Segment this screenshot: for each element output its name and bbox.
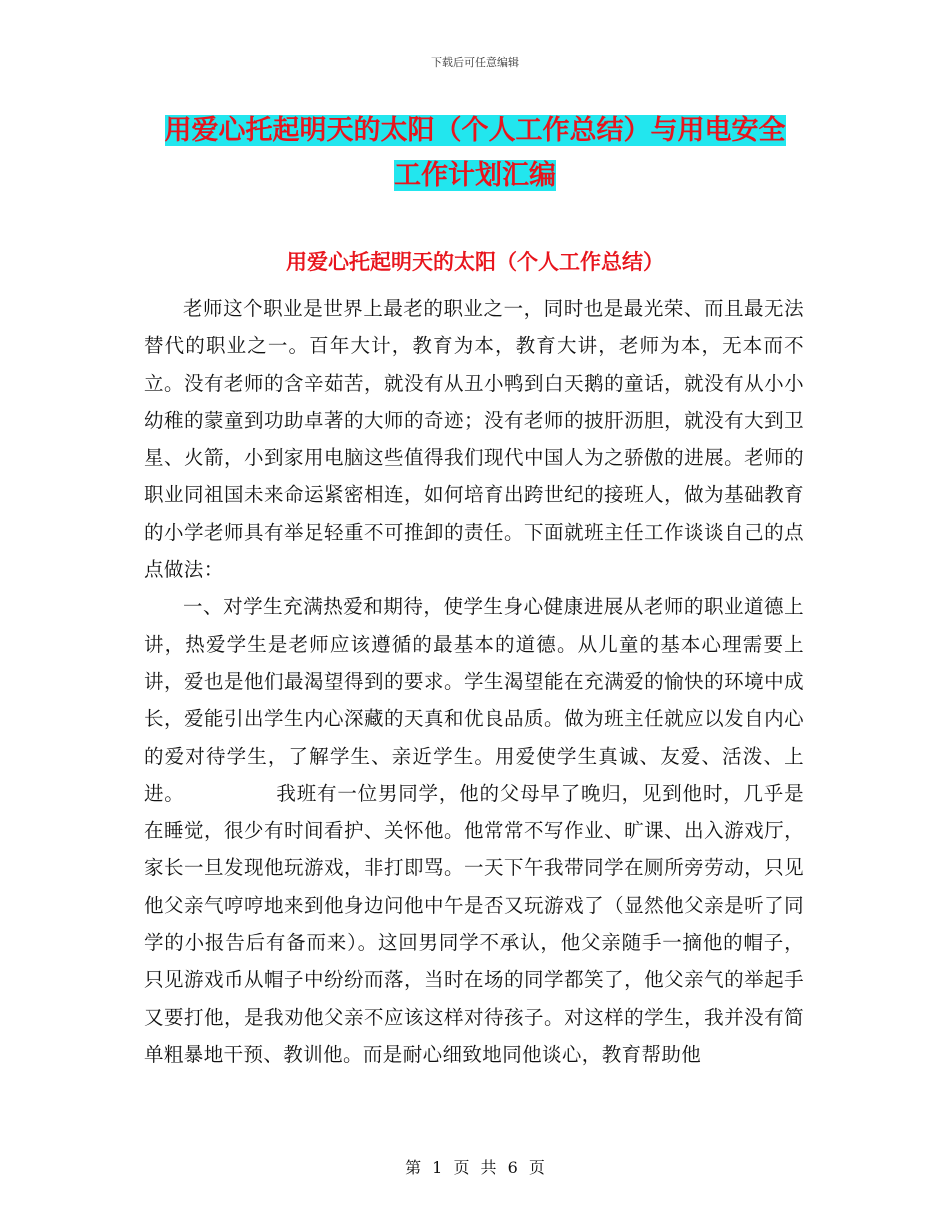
section-title: 用爱心托起明天的太阳（个人工作总结）: [286, 250, 664, 274]
page-footer: 第 1 页 共 6 页: [405, 1158, 545, 1177]
title-line-1: 用爱心托起明天的太阳（个人工作总结）与用电安全: [164, 115, 786, 146]
paragraph: 一、对学生充满热爱和期待，使学生身心健康进展从老师的职业道德上讲，热爱学生是老师应该遵循的最基本的道德。从儿童的基本心理需要上讲，爱也是他们最渴望得到的要求。学生渴望能在充满爱的愉快的环境中成长，爱能引出学生内心深藏的天真和优良品质。做为班主任就应以发自内心的爱对待学生，了解学生、亲近学生。用爱使学生真诚、友爱、活泼、上进。 我班有一位男同学，他的父母早了晚归，见到他时，几乎是在睡觉，很少有时间看护、关怀他。他常常不写作业、旷课、出入游戏厅，家长一旦发现他玩游戏，非打即骂。一天下午我带同学在厕所旁劳动，只见他父亲气哼哼地来到他身边问他中午是否又玩游戏了（显然他父亲是听了同学的小报告后有备而来）。这回男同学不承认，他父亲随手一摘他的帽子，只见游戏币从帽子中纷纷而落，当时在场的同学都笑了，他父亲气的举起手又要打他，是我劝他父亲不应该这样对待孩子。对这样的学生，我并没有简单粗暴地干预、教训他。而是耐心细致地同他谈心，教育帮助他: [144, 595, 804, 1066]
body-text: [144, 290, 804, 1073]
document-title: [120, 108, 830, 198]
header-note: 下载后可任意编辑: [431, 56, 519, 69]
paragraph: 老师这个职业是世界上最老的职业之一，同时也是最光荣、而且最无法替代的职业之一。百年大计，教育为本，教育大讲，老师为本，无本而不立。没有老师的含辛茹苦，就没有从丑小鸭到白天鹅的童话，就没有从小小幼稚的蒙童到功助卓著的大师的奇迹；没有老师的披肝沥胆，就没有大到卫星、火箭，小到家用电脑这些值得我们现代中国人为之骄傲的进展。老师的职业同祖国未来命运紧密相连，如何培育出跨世纪的接班人，做为基础教育的小学老师具有举足轻重不可推卸的责任。下面就班主任工作谈谈自己的点点做法：: [144, 297, 804, 582]
title-line-2: 工作计划汇编: [394, 160, 556, 191]
